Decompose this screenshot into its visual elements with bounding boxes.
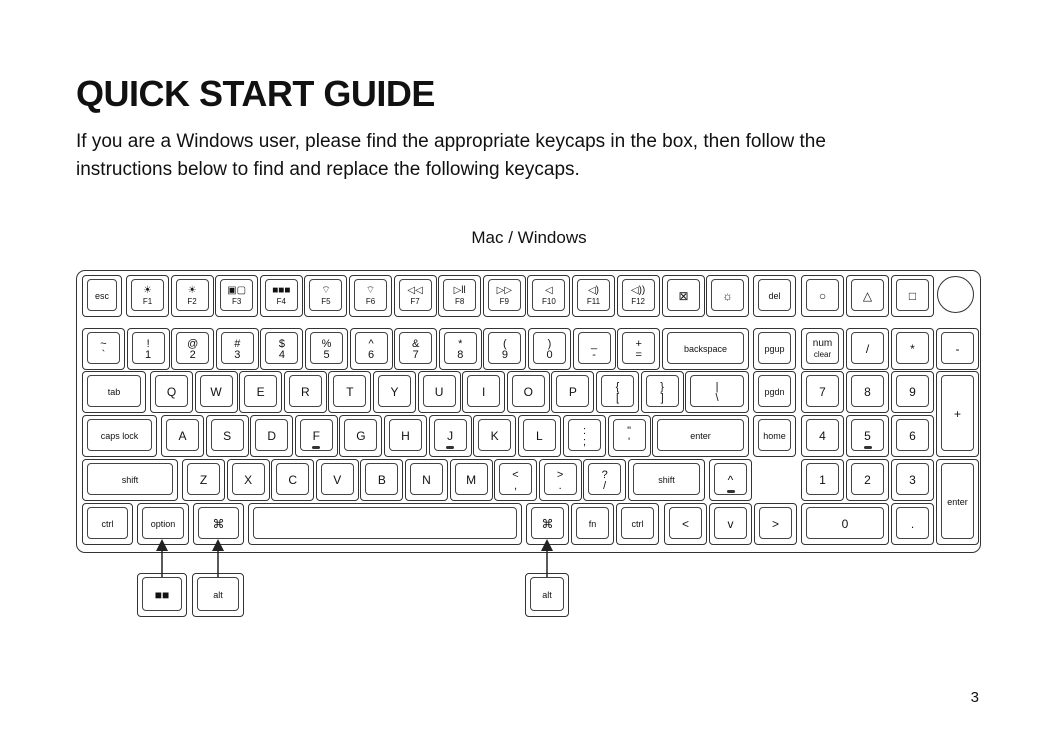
- key-np-0: [801, 503, 889, 545]
- key-n: [405, 459, 448, 501]
- key-cmd-left: [193, 503, 244, 545]
- key-cmd-right-label: ⌘: [541, 517, 554, 531]
- key-np-star-label: *: [910, 342, 915, 356]
- key-np-2: [846, 459, 889, 501]
- key-num-4-label-top: $: [278, 338, 285, 350]
- key-num-5-label-bottom: 5: [323, 349, 330, 361]
- key-macro-triangle-label: △: [862, 289, 873, 303]
- key-num-8-label-top: *: [458, 338, 463, 350]
- key-f5-label-icon: ⌔: [321, 285, 331, 296]
- replacement-alt-left: [192, 573, 244, 617]
- key-num-3-label-bottom: 3: [234, 349, 241, 361]
- key-pgup: [753, 328, 796, 370]
- key-punct-a-0: [563, 415, 606, 457]
- key-punct-z-1-label-top: >: [556, 469, 564, 481]
- key-num-6-label-top: ^: [368, 338, 374, 350]
- key-punct-a-1-label-bottom: ': [628, 436, 631, 448]
- key-t: [328, 371, 371, 413]
- key-caps-lock: [82, 415, 157, 457]
- key-arrow-right: [754, 503, 797, 545]
- key-f10-label-icon: ◁: [545, 285, 553, 296]
- key-np-5: [846, 415, 889, 457]
- key-np-star: [891, 328, 934, 370]
- intro-line-2: instructions below to find and replace the following keycaps.: [76, 159, 580, 180]
- key-f12: [617, 275, 660, 317]
- key-f8-label-name: F8: [455, 297, 465, 306]
- key-j-homing-bump: [446, 446, 454, 449]
- key-np-1: [801, 459, 844, 501]
- replacement-alt-right-label: alt: [542, 590, 552, 600]
- key-num-7: [394, 328, 437, 370]
- key-del: [753, 275, 796, 317]
- key-cmd-left-label: ⌘: [212, 517, 225, 531]
- key-punct-a-0-label-bottom: ;: [582, 436, 587, 448]
- key-z: [182, 459, 225, 501]
- key-e: [239, 371, 282, 413]
- key-arrow-right-label: >: [771, 517, 779, 531]
- key-punct-z-1: [539, 459, 582, 501]
- key-np-plus-label: +: [953, 407, 961, 421]
- key-shift-left-label: shift: [121, 475, 139, 485]
- key-f9-label-icon: ▷▷: [496, 285, 512, 296]
- key-num-4: [260, 328, 303, 370]
- key-cmd-right: [526, 503, 569, 545]
- key-v-label: V: [333, 473, 342, 487]
- key-num-12-label-bottom: =: [635, 349, 642, 361]
- key-l-label: L: [535, 429, 543, 443]
- key-fn-label: fn: [588, 519, 597, 529]
- key-i-label: I: [482, 385, 486, 399]
- key-num-lock: [801, 328, 844, 370]
- key-bracket-0: [596, 371, 639, 413]
- replacement-win-key-label: ■■: [154, 588, 170, 602]
- key-e-label: E: [256, 385, 265, 399]
- intro-text: [76, 128, 976, 184]
- key-q: [150, 371, 193, 413]
- key-f2-label-icon: ☀: [187, 285, 197, 296]
- key-z-label: Z: [199, 473, 208, 487]
- key-np-0-label: 0: [841, 517, 849, 531]
- key-ctrl-right-label: ctrl: [631, 519, 644, 529]
- key-np-enter: [936, 459, 979, 545]
- key-backspace: [662, 328, 749, 370]
- key-np-dot-label: .: [910, 517, 915, 531]
- key-punct-a-1-label-top: ": [627, 425, 632, 437]
- key-np-9: [891, 371, 934, 413]
- key-r: [284, 371, 327, 413]
- key-arrow-up: [709, 459, 752, 501]
- key-np-3-label: 3: [909, 473, 916, 487]
- key-k-label: K: [490, 429, 499, 443]
- key-punct-a-1: [608, 415, 651, 457]
- key-num-10-label-top: ): [547, 338, 552, 350]
- key-num-4-label-bottom: 4: [278, 349, 285, 361]
- key-f12-label-icon: ◁)): [630, 285, 646, 296]
- key-punct-a-0-label-top: :: [582, 425, 587, 437]
- key-f5: [304, 275, 347, 317]
- key-l: [518, 415, 561, 457]
- key-u-label: U: [434, 385, 444, 399]
- key-p: [551, 371, 594, 413]
- key-bracket-0-label-top: {: [615, 381, 620, 393]
- key-num-2-label-top: @: [187, 338, 199, 350]
- key-ctrl-right: [616, 503, 659, 545]
- key-backslash-label-bottom: \: [715, 392, 719, 404]
- key-macro-circle-label: ○: [818, 289, 827, 303]
- key-f6: [349, 275, 392, 317]
- key-np-slash-label: /: [865, 342, 870, 356]
- key-num-6: [350, 328, 393, 370]
- key-enter: [652, 415, 749, 457]
- key-k: [473, 415, 516, 457]
- key-num-5: [305, 328, 348, 370]
- key-f12-label-name: F12: [631, 297, 645, 306]
- key-f4-label-icon: ■■■: [272, 285, 291, 296]
- key-arrow-left: [664, 503, 707, 545]
- key-f4: [260, 275, 303, 317]
- key-num-11-label-bottom: -: [592, 349, 596, 361]
- key-shift-left: [82, 459, 178, 501]
- key-r-label: R: [300, 385, 310, 399]
- key-num-2-label-bottom: 2: [189, 349, 196, 361]
- key-option-label: option: [150, 519, 176, 529]
- key-arrow-down-label: v: [727, 517, 734, 531]
- key-num-10-label-bottom: 0: [546, 349, 553, 361]
- key-f11-label-icon: ◁): [587, 285, 600, 296]
- key-np-5-label: 5: [864, 429, 871, 443]
- key-num-3: [216, 328, 259, 370]
- key-f7-label-name: F7: [410, 297, 420, 306]
- key-ctrl-left: [82, 503, 133, 545]
- key-num-9-label-top: (: [503, 338, 507, 350]
- key-f10: [527, 275, 570, 317]
- key-punct-z-0-label-bottom: ,: [513, 480, 518, 492]
- key-fn: [571, 503, 614, 545]
- key-punct-z-1-label-bottom: .: [558, 480, 562, 492]
- page-title: QUICK START GUIDE: [76, 73, 435, 114]
- key-f8-label-icon: ▷ll: [453, 285, 466, 296]
- key-j: [429, 415, 472, 457]
- key-num-lock-label-top: num: [812, 338, 833, 349]
- key-m: [450, 459, 493, 501]
- key-extra-2-label: ☼: [722, 289, 733, 303]
- key-x-label: X: [244, 473, 253, 487]
- key-bracket-1: [641, 371, 684, 413]
- key-p-label: P: [568, 385, 577, 399]
- key-np-minus: [936, 328, 979, 370]
- key-backslash: [685, 371, 749, 413]
- key-a-label: A: [178, 429, 187, 443]
- key-pgup-label: pgup: [764, 344, 785, 354]
- key-num-2: [171, 328, 214, 370]
- key-space-cap: [253, 507, 517, 539]
- key-shift-right: [628, 459, 705, 501]
- key-np-8: [846, 371, 889, 413]
- page-number: 3: [970, 689, 979, 706]
- key-home-label: home: [763, 431, 786, 441]
- key-f5-label-name: F5: [321, 297, 331, 306]
- key-num-3-label-top: #: [234, 338, 241, 350]
- key-esc-label: esc: [94, 291, 109, 301]
- replacement-alt-right: [525, 573, 569, 617]
- key-np-plus: [936, 371, 979, 457]
- key-np-4-label: 4: [819, 429, 826, 443]
- key-ctrl-left-label: ctrl: [101, 519, 114, 529]
- key-f9: [483, 275, 526, 317]
- key-home: [753, 415, 796, 457]
- key-v: [316, 459, 359, 501]
- key-c: [271, 459, 314, 501]
- key-num-6-label-bottom: 6: [368, 349, 375, 361]
- replacement-win-key: [137, 573, 187, 617]
- key-num-lock-label-bottom: clear: [813, 350, 832, 359]
- key-np-5-homing-bump: [864, 446, 872, 449]
- key-q-label: Q: [166, 385, 177, 399]
- key-extra-2: [706, 275, 749, 317]
- key-u: [418, 371, 461, 413]
- key-num-1-label-top: !: [146, 338, 150, 350]
- key-num-0-label-top: ~: [100, 338, 107, 350]
- key-np-3: [891, 459, 934, 501]
- key-np-dot: [891, 503, 934, 545]
- key-c-label: C: [288, 473, 298, 487]
- key-f2-label-name: F2: [187, 297, 197, 306]
- key-y-label: Y: [390, 385, 399, 399]
- key-num-8-label-bottom: 8: [457, 349, 464, 361]
- key-f7-label-icon: ◁◁: [407, 285, 423, 296]
- key-g-label: G: [356, 429, 366, 443]
- key-d-label: D: [267, 429, 277, 443]
- replacement-alt-left-label: alt: [213, 590, 223, 600]
- key-np-1-label: 1: [819, 473, 826, 487]
- key-np-minus-label: -: [955, 342, 960, 356]
- key-f11-label-name: F11: [586, 297, 601, 306]
- layout-label: Mac / Windows: [471, 228, 587, 247]
- key-f9-label-name: F9: [499, 297, 509, 306]
- key-shift-right-label: shift: [658, 475, 675, 485]
- key-f-label: F: [312, 429, 320, 443]
- key-f3: [215, 275, 258, 317]
- key-y: [373, 371, 416, 413]
- key-num-11: [573, 328, 616, 370]
- key-f6-label-name: F6: [365, 297, 376, 306]
- key-np-6: [891, 415, 934, 457]
- key-arrow-left-label: <: [681, 517, 689, 531]
- key-del-label: del: [768, 291, 781, 301]
- key-b: [360, 459, 403, 501]
- key-j-label: J: [447, 429, 454, 443]
- key-num-8: [439, 328, 482, 370]
- key-punct-z-2-label-bottom: /: [603, 480, 607, 492]
- key-f-homing-bump: [312, 446, 320, 449]
- key-bracket-0-label-bottom: [: [615, 392, 620, 404]
- key-f4-label-name: F4: [276, 297, 286, 306]
- key-h: [384, 415, 427, 457]
- key-f: [295, 415, 338, 457]
- key-f6-label-icon: ⌔: [365, 285, 376, 296]
- key-np-6-label: 6: [909, 429, 916, 443]
- key-np-7-label: 7: [819, 385, 826, 399]
- key-punct-z-2-label-top: ?: [601, 469, 608, 481]
- key-w: [195, 371, 238, 413]
- key-x: [227, 459, 270, 501]
- key-f10-label-name: F10: [541, 297, 556, 306]
- key-num-1-label-bottom: 1: [145, 349, 152, 361]
- key-caps-lock-label: caps lock: [100, 431, 139, 441]
- key-np-enter-label: enter: [947, 497, 968, 507]
- key-num-12-label-top: +: [635, 338, 642, 350]
- key-macro-square-label: □: [908, 289, 917, 303]
- key-num-1: [127, 328, 170, 370]
- key-np-9-label: 9: [909, 385, 916, 399]
- key-t-label: T: [346, 385, 354, 399]
- key-a: [161, 415, 204, 457]
- key-macro-circle: [801, 275, 844, 317]
- key-f1: [126, 275, 169, 317]
- key-f1-label-name: F1: [142, 297, 153, 306]
- key-num-9-label-bottom: 9: [501, 349, 508, 361]
- key-f8: [438, 275, 481, 317]
- key-num-5-label-top: %: [321, 338, 332, 350]
- key-punct-z-0: [494, 459, 537, 501]
- key-pgdn: [753, 371, 796, 413]
- key-s-label: S: [223, 429, 232, 443]
- key-np-7: [801, 371, 844, 413]
- rotary-knob: [937, 276, 974, 313]
- key-num-0: [82, 328, 125, 370]
- key-n-label: N: [422, 473, 431, 487]
- key-f1-label-icon: ☀: [143, 285, 152, 296]
- key-m-label: M: [466, 473, 477, 487]
- key-w-label: W: [210, 385, 222, 399]
- key-o-label: O: [523, 385, 533, 399]
- key-extra-1-label: ⊠: [678, 289, 689, 303]
- key-np-slash: [846, 328, 889, 370]
- key-space: [248, 503, 522, 545]
- key-macro-triangle: [846, 275, 889, 317]
- key-arrow-down: [709, 503, 752, 545]
- key-num-12: [617, 328, 660, 370]
- key-arrow-up-label: ^: [727, 473, 734, 487]
- key-o: [507, 371, 550, 413]
- key-backspace-label: backspace: [683, 344, 728, 354]
- key-g: [339, 415, 382, 457]
- key-np-4: [801, 415, 844, 457]
- key-punct-z-0-label-top: <: [512, 469, 519, 481]
- key-tab: [82, 371, 146, 413]
- key-f11: [572, 275, 615, 317]
- key-f3-label-icon: ▣▢: [227, 285, 247, 296]
- key-i: [462, 371, 505, 413]
- key-num-10: [528, 328, 571, 370]
- key-pgdn-label: pgdn: [764, 387, 785, 397]
- key-num-0-label-bottom: `: [101, 349, 106, 361]
- key-option: [137, 503, 189, 545]
- key-h-label: H: [401, 429, 410, 443]
- intro-line-1: If you are a Windows user, please find the appropriate keycaps in the box, then follow the: [76, 131, 826, 152]
- key-arrow-up-homing-bump: [727, 490, 735, 493]
- key-f7: [394, 275, 437, 317]
- key-num-7-label-bottom: 7: [412, 349, 419, 361]
- key-f2: [171, 275, 214, 317]
- key-bracket-1-label-bottom: ]: [660, 392, 664, 404]
- key-macro-square: [891, 275, 934, 317]
- key-f3-label-name: F3: [232, 297, 242, 306]
- key-bracket-1-label-top: }: [660, 381, 664, 393]
- key-d: [250, 415, 293, 457]
- key-b-label: B: [377, 473, 386, 487]
- key-extra-1: [662, 275, 705, 317]
- key-s: [206, 415, 249, 457]
- key-np-2-label: 2: [864, 473, 871, 487]
- key-tab-label: tab: [107, 387, 121, 397]
- key-num-9: [483, 328, 526, 370]
- key-esc: [82, 275, 122, 317]
- key-enter-label: enter: [690, 431, 711, 441]
- key-np-8-label: 8: [864, 385, 871, 399]
- key-punct-z-2: [583, 459, 626, 501]
- key-num-11-label-top: _: [591, 338, 598, 350]
- key-backslash-label-top: |: [715, 381, 719, 393]
- key-num-7-label-top: &: [412, 338, 420, 350]
